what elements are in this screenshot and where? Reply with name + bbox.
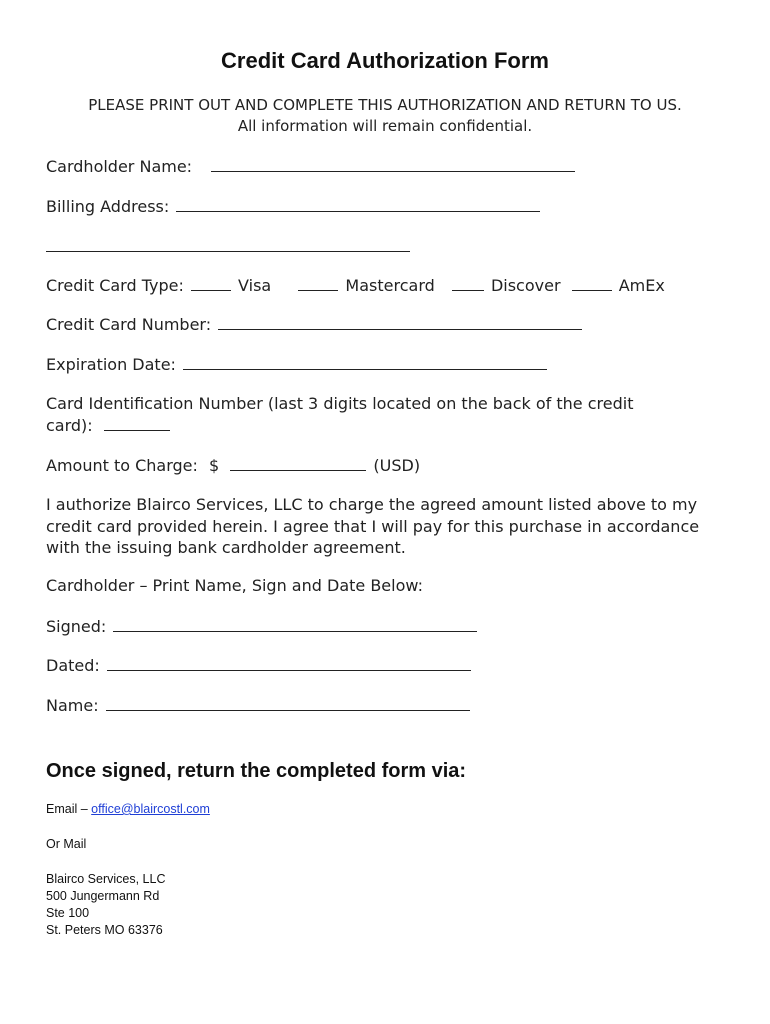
cid-label-line2: card): <box>46 416 93 435</box>
discover-option-label: Discover <box>490 276 561 295</box>
cardholder-name-label: Cardholder Name: <box>46 157 193 176</box>
address-line: Ste 100 <box>46 906 90 920</box>
cardholder-name-field[interactable] <box>211 156 575 172</box>
name-row <box>46 695 472 716</box>
address-line: Blairco Services, LLC <box>46 872 166 886</box>
name-label: Name: <box>46 696 99 715</box>
mastercard-checkbox-blank[interactable] <box>298 275 338 291</box>
authorization-statement: I authorize Blairco Services, LLC to charge the agreed amount listed above to my credit card provided herein. I agree that I will pay for this purchase in accordance with the issuing bank cardholder agreement. <box>46 495 700 557</box>
dated-row <box>46 655 473 676</box>
email-row <box>46 801 210 818</box>
signature-field[interactable] <box>113 616 477 632</box>
billing-address-label: Billing Address: <box>46 197 170 216</box>
amex-checkbox-blank[interactable] <box>572 275 612 291</box>
signed-label: Signed: <box>46 617 107 636</box>
expiration-date-field[interactable] <box>183 354 547 370</box>
email-label: Email – <box>46 802 88 816</box>
cid-row-line1 <box>46 394 633 414</box>
email-link[interactable]: office@blaircostl.com <box>91 802 210 816</box>
billing-address-field-line2[interactable] <box>46 251 410 252</box>
expiration-date-row <box>46 354 549 375</box>
signed-row <box>46 616 479 637</box>
date-field[interactable] <box>107 655 471 671</box>
dated-label: Dated: <box>46 656 100 675</box>
cid-row-line2 <box>46 415 172 436</box>
intro-instruction: PLEASE PRINT OUT AND COMPLETE THIS AUTHORIZATION AND RETURN TO US. <box>88 96 682 114</box>
mailing-address <box>46 871 166 939</box>
amount-label: Amount to Charge: <box>46 456 198 475</box>
form-title: Credit Card Authorization Form <box>221 48 549 73</box>
discover-checkbox-blank[interactable] <box>452 275 484 291</box>
mastercard-option-label: Mastercard <box>345 276 435 295</box>
dollar-sign: $ <box>209 456 220 475</box>
cardholder-name-row <box>46 156 577 177</box>
card-type-label: Credit Card Type: <box>46 276 184 295</box>
or-mail-label: Or Mail <box>46 837 87 851</box>
amex-option-label: AmEx <box>618 276 665 295</box>
cid-label-line1: Card Identification Number (last 3 digits located on the back of the credit <box>46 394 634 413</box>
card-number-field[interactable] <box>218 314 582 330</box>
amount-field[interactable] <box>230 455 366 471</box>
signature-section-heading: Cardholder – Print Name, Sign and Date Below: <box>46 576 423 595</box>
currency-unit: (USD) <box>373 456 421 475</box>
expiration-date-label: Expiration Date: <box>46 355 176 374</box>
card-type-row <box>46 275 665 296</box>
address-line: 500 Jungermann Rd <box>46 889 160 903</box>
card-number-row <box>46 314 584 335</box>
billing-address-field[interactable] <box>176 196 540 212</box>
card-number-label: Credit Card Number: <box>46 315 212 334</box>
address-line: St. Peters MO 63376 <box>46 923 163 937</box>
intro-confidential: All information will remain confidential. <box>237 117 533 135</box>
visa-option-label: Visa <box>238 276 272 295</box>
return-instructions-heading: Once signed, return the completed form via: <box>46 760 467 782</box>
cid-field[interactable] <box>104 415 170 431</box>
amount-row <box>46 455 420 476</box>
billing-address-row <box>46 196 542 217</box>
visa-checkbox-blank[interactable] <box>191 275 231 291</box>
printed-name-field[interactable] <box>106 695 470 711</box>
